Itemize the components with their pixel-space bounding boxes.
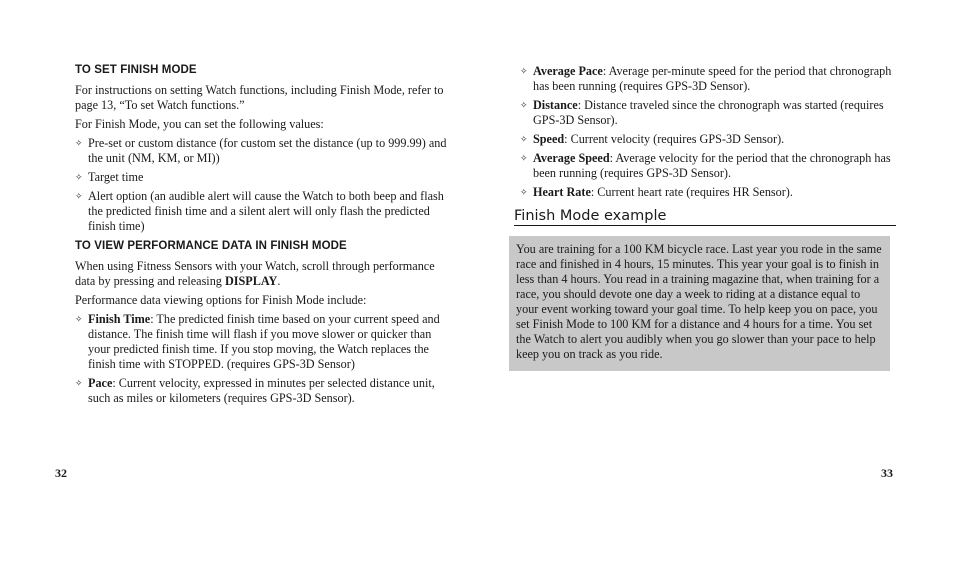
option-desc: : Average per-minute speed for the period that chronograph has been running (requires GPS-3D Sensor). (533, 64, 892, 93)
heading-view-performance: TO VIEW PERFORMANCE DATA IN FINISH MODE (75, 240, 347, 252)
list-item (520, 151, 896, 181)
bullet-icon: ✧ (520, 134, 528, 144)
list-item (75, 376, 451, 406)
option-term: Pace (88, 376, 113, 390)
list-item: ✧ Pre-set or custom distance (for custom set the distance (up to 999.99) and the unit (NM, KM, or MI)) (75, 136, 447, 165)
bullet-icon: ✧ (75, 138, 83, 148)
performance-options-list-continued (520, 64, 896, 200)
option-desc: : Average velocity for the period that the chronograph has been running (requires GPS-3D Sensor). (533, 151, 891, 180)
list-item: ✧ Target time (75, 170, 144, 184)
list-item (520, 185, 896, 200)
list-item (520, 98, 896, 128)
options-intro: Performance data viewing options for Finish Mode include: (75, 293, 367, 307)
option-term: Speed (533, 132, 565, 146)
instructions-paragraph: For instructions on setting Watch functions, including Finish Mode, refer to page 13, “To set Watch functions.” (75, 83, 444, 112)
section-title-finish-mode-example: Finish Mode example (514, 208, 896, 226)
scroll-instructions-paragraph: When using Fitness Sensors with your Watch, scroll through performance data by pressing and releasing DISPLAY. (75, 259, 435, 288)
bullet-icon: ✧ (520, 100, 528, 110)
list-item (520, 132, 896, 147)
left-page-content (75, 64, 451, 412)
page-number-left: 32 (55, 466, 67, 480)
bullet-icon: ✧ (75, 172, 83, 182)
option-desc: : Current velocity (requires GPS-3D Sensor). (564, 132, 785, 146)
example-text: You are training for a 100 KM bicycle race. Last year you rode in the same race and finished in 4 hours, 15 minutes. This year your goal is to finish in less than 4 hours. You read in a training magazine that, when training for a race, you should devote one day a week to riding at a distance equal to your event working toward your goal time. To help keep you on pace, you set Finish Mode to 100 KM for a distance and 4 hours for a time. You set the Watch to alert you audibly when you go slower than your pace to help keep you on track as you ride. (516, 242, 882, 361)
option-desc: : Current velocity, expressed in minutes per selected distance unit, such as miles or kilometers (requires GPS-3D Sensor). (88, 376, 435, 405)
page-number-right: 33 (881, 466, 893, 480)
option-term: Finish Time (88, 312, 151, 326)
option-term: Average Pace (533, 64, 603, 78)
option-term: Heart Rate (533, 185, 591, 199)
list-item (75, 312, 451, 372)
option-desc: : The predicted finish time based on your current speed and distance. The finish time will flash if you move slower or quicker than your predicted finish time. If you stop moving, the Watch replaces the finish time with STOPPED. (requires GPS-3D Sensor) (88, 312, 440, 371)
bullet-icon: ✧ (75, 191, 83, 201)
bullet-icon: ✧ (75, 314, 83, 324)
display-button-label: DISPLAY (224, 274, 278, 288)
performance-options-list (75, 312, 451, 406)
option-term: Distance (533, 98, 578, 112)
heading-set-finish-mode: TO SET FINISH MODE (75, 64, 197, 76)
bullet-icon: ✧ (520, 187, 528, 197)
bullet-icon: ✧ (75, 378, 83, 388)
set-values-list (75, 136, 451, 234)
bullet-icon: ✧ (520, 153, 528, 163)
bullet-icon: ✧ (520, 66, 528, 76)
set-values-intro: For Finish Mode, you can set the following values: (75, 117, 324, 131)
option-term: Average Speed (533, 151, 610, 165)
list-item (520, 64, 896, 94)
right-page-content (514, 64, 896, 371)
list-item: ✧ Alert option (an audible alert will cause the Watch to both beep and flash the predicted finish time and a silent alert will only flash the predicted finish time) (75, 189, 444, 233)
option-desc: : Distance traveled since the chronograph was started (requires GPS-3D Sensor). (533, 98, 884, 127)
example-callout-box (509, 236, 890, 371)
option-desc: : Current heart rate (requires HR Sensor). (590, 185, 793, 199)
